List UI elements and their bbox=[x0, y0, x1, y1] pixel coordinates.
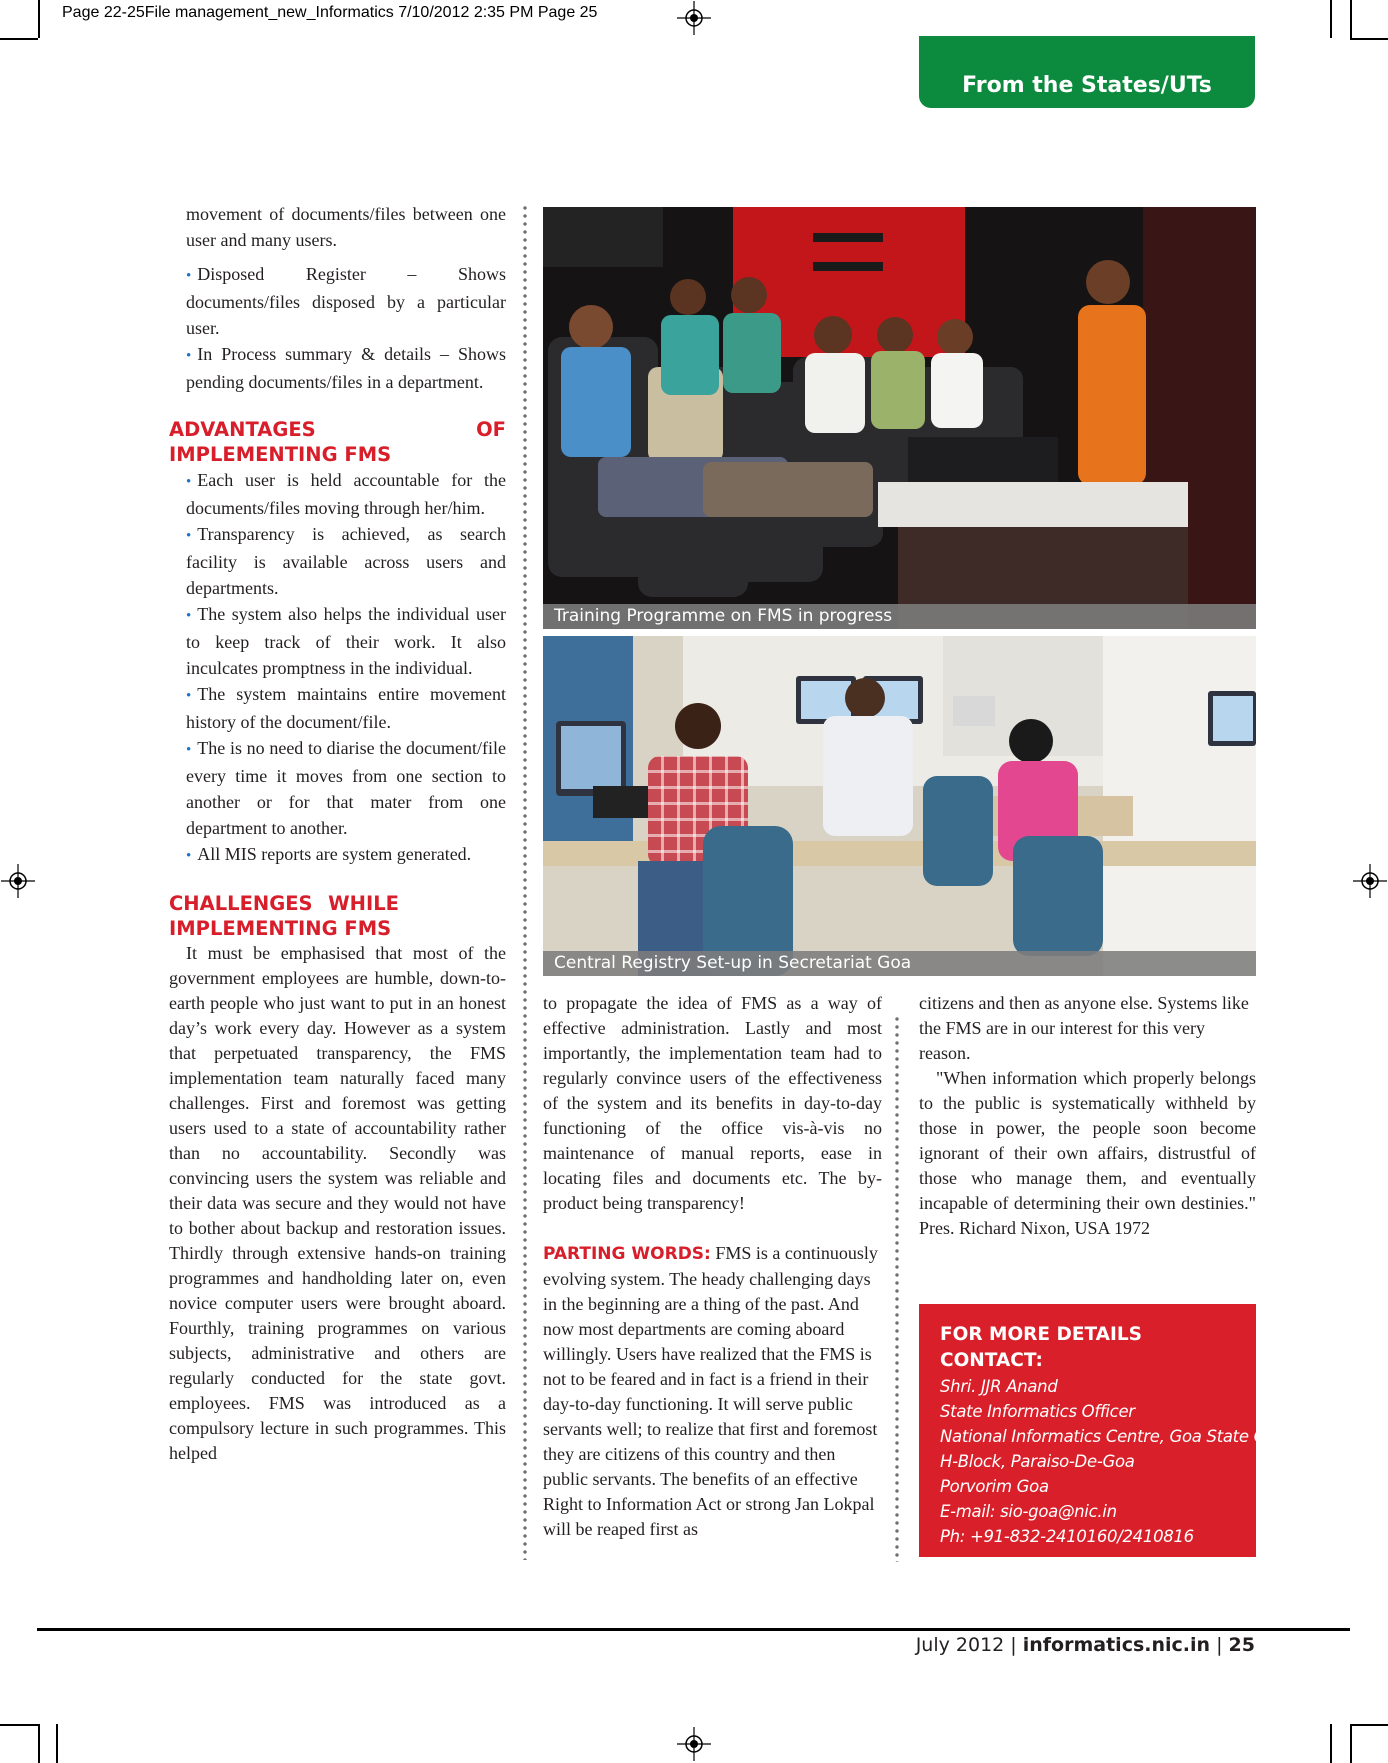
crop-mark bbox=[38, 0, 40, 38]
page-number: 25 bbox=[1228, 1634, 1255, 1656]
crop-mark bbox=[1350, 1724, 1352, 1763]
footer-separator: | bbox=[1010, 1634, 1023, 1656]
registry-photo-image bbox=[543, 636, 1256, 976]
crop-mark bbox=[38, 1724, 40, 1763]
column-divider bbox=[895, 1015, 899, 1562]
contact-box bbox=[919, 1304, 1308, 1557]
column-left bbox=[169, 201, 506, 1466]
training-photo bbox=[543, 207, 1256, 629]
column-right bbox=[919, 991, 1256, 1241]
parting-words-paragraph bbox=[543, 1241, 882, 1542]
challenges-heading: CHALLENGES WHILE IMPLEMENTING FMS bbox=[169, 892, 399, 940]
registration-mark-icon bbox=[1, 864, 35, 898]
crop-mark bbox=[1350, 38, 1388, 40]
page-footer bbox=[916, 1634, 1255, 1656]
training-photo-image bbox=[543, 207, 1256, 629]
printer-slug: Page 22-25File management_new_Informatics 7/10/2012 2:35 PM Page 25 bbox=[62, 4, 598, 21]
photo-caption: Training Programme on FMS in progress bbox=[543, 604, 1256, 629]
parting-words-text: FMS is a continuously evolving system. The heady challenging days in the beginning are a thing of the past. And now most departments are coming aboard willingly. Users have realized that the FMS is not to be feared and in fact is a friend in their day-to-day functioning. It will serve public servants well; to realize that first and foremost they are citizens of this country and then public servants. The benefits of an effective Right to Information Act or strong Jan Lokpal will be reaped first as bbox=[543, 1243, 878, 1539]
crop-mark bbox=[0, 1724, 38, 1726]
contact-name: Shri. JJR Anand bbox=[940, 1377, 1058, 1396]
list-item: • The system also helps the individual user to keep track of their work. It also inculcates promptness in the individual. bbox=[169, 601, 506, 681]
challenges-paragraph: It must be emphasised that most of the government employees are humble, down-to-earth people who just want to put in an honest day’s work every day. However as a system that perpetuated transparency, the FMS implementation team naturally faced many challenges. First and foremost was getting users used to a state of accountability rather than no accountability. Secondly was convincing users the system was reliable and their data was secure and they would not have to bother about backup and restoration issues. Thirdly through extensive hands-on training programmes and handholding later on, even novice computer users were brought aboard. Fourthly, training programmes on various subjects, administrative and others are regularly conducted for the state govt. employees. FMS was introduced as a compulsory lecture in such programmes. This helped bbox=[169, 943, 506, 1463]
list-item: • All MIS reports are system generated. bbox=[169, 841, 506, 869]
nixon-quote: "When information which properly belongs to the public is systematically withheld by those in power, the people soon become ignorant of their own affairs, distrustful of those who manage them, and eventually incapable of determining their own destinies." Pres. Richard Nixon, USA 1972 bbox=[919, 1068, 1256, 1238]
crop-mark bbox=[1330, 0, 1332, 38]
footer-issue: July 2012 bbox=[915, 1634, 1005, 1656]
advantages-heading: ADVANTAGES OF IMPLEMENTING FMS bbox=[169, 418, 506, 466]
registry-photo bbox=[543, 636, 1256, 976]
list-item: • The system maintains entire movement history of the document/file. bbox=[169, 681, 506, 735]
conclusion-paragraph: citizens and then as anyone else. Systems like the FMS are in our interest for this very reason. bbox=[919, 993, 1249, 1063]
crop-mark bbox=[56, 1724, 58, 1763]
contact-title: FOR MORE DETAILS CONTACT: bbox=[940, 1324, 1143, 1371]
contact-phone: Ph: +91-832-2410160/2410816 bbox=[940, 1527, 1194, 1546]
list-item: • In Process summary & details – Shows pending documents/files in a department. bbox=[169, 341, 506, 395]
column-middle bbox=[543, 991, 882, 1542]
registration-mark-icon bbox=[677, 1727, 711, 1761]
crop-mark bbox=[1350, 1724, 1388, 1726]
section-tab: From the States/UTs bbox=[919, 36, 1255, 108]
contact-organisation: National Informatics Centre, Goa State Centre bbox=[940, 1427, 1308, 1446]
contact-address: H-Block, Paraiso-De-Goa bbox=[940, 1452, 1135, 1471]
crop-mark bbox=[0, 38, 38, 40]
footer-rule bbox=[37, 1628, 1350, 1631]
registration-mark-icon bbox=[677, 1, 711, 35]
registration-mark-icon bbox=[1353, 864, 1387, 898]
contact-designation: State Informatics Officer bbox=[940, 1402, 1135, 1421]
parting-words-label: PARTING WORDS: bbox=[543, 1244, 711, 1264]
propagation-paragraph: to propagate the idea of FMS as a way of effective administration. Lastly and most importantly, the implementation team had to regularly convince users of the effectiveness of the system and its benefits in day-to-day functioning of the office vis-à-vis no maintenance of manual reports, ease in locating files and documents etc. The by-product being transparency! bbox=[543, 993, 882, 1213]
column-divider bbox=[523, 204, 527, 1560]
list-item: • The is no need to diarise the document/file every time it moves from one section to another or for that mater from one department to another. bbox=[169, 735, 506, 841]
crop-mark bbox=[1330, 1724, 1332, 1763]
advantages-list bbox=[169, 467, 506, 869]
contact-email[interactable]: E-mail: sio-goa@nic.in bbox=[940, 1502, 1117, 1521]
list-item: • Each user is held accountable for the documents/files moving through her/him. bbox=[169, 467, 506, 521]
photo-caption: Central Registry Set-up in Secretariat Goa bbox=[543, 951, 1256, 976]
footer-separator: | bbox=[1216, 1634, 1229, 1656]
footer-site[interactable]: informatics.nic.in bbox=[1022, 1634, 1211, 1656]
intro-text: movement of documents/files between one user and many users. bbox=[186, 204, 506, 250]
list-item: • Transparency is achieved, as search facility is available across users and departments. bbox=[169, 521, 506, 601]
list-item: • Disposed Register – Shows documents/files disposed by a particular user. bbox=[169, 261, 506, 341]
contact-city: Porvorim Goa bbox=[940, 1477, 1049, 1496]
crop-mark bbox=[1350, 0, 1352, 38]
